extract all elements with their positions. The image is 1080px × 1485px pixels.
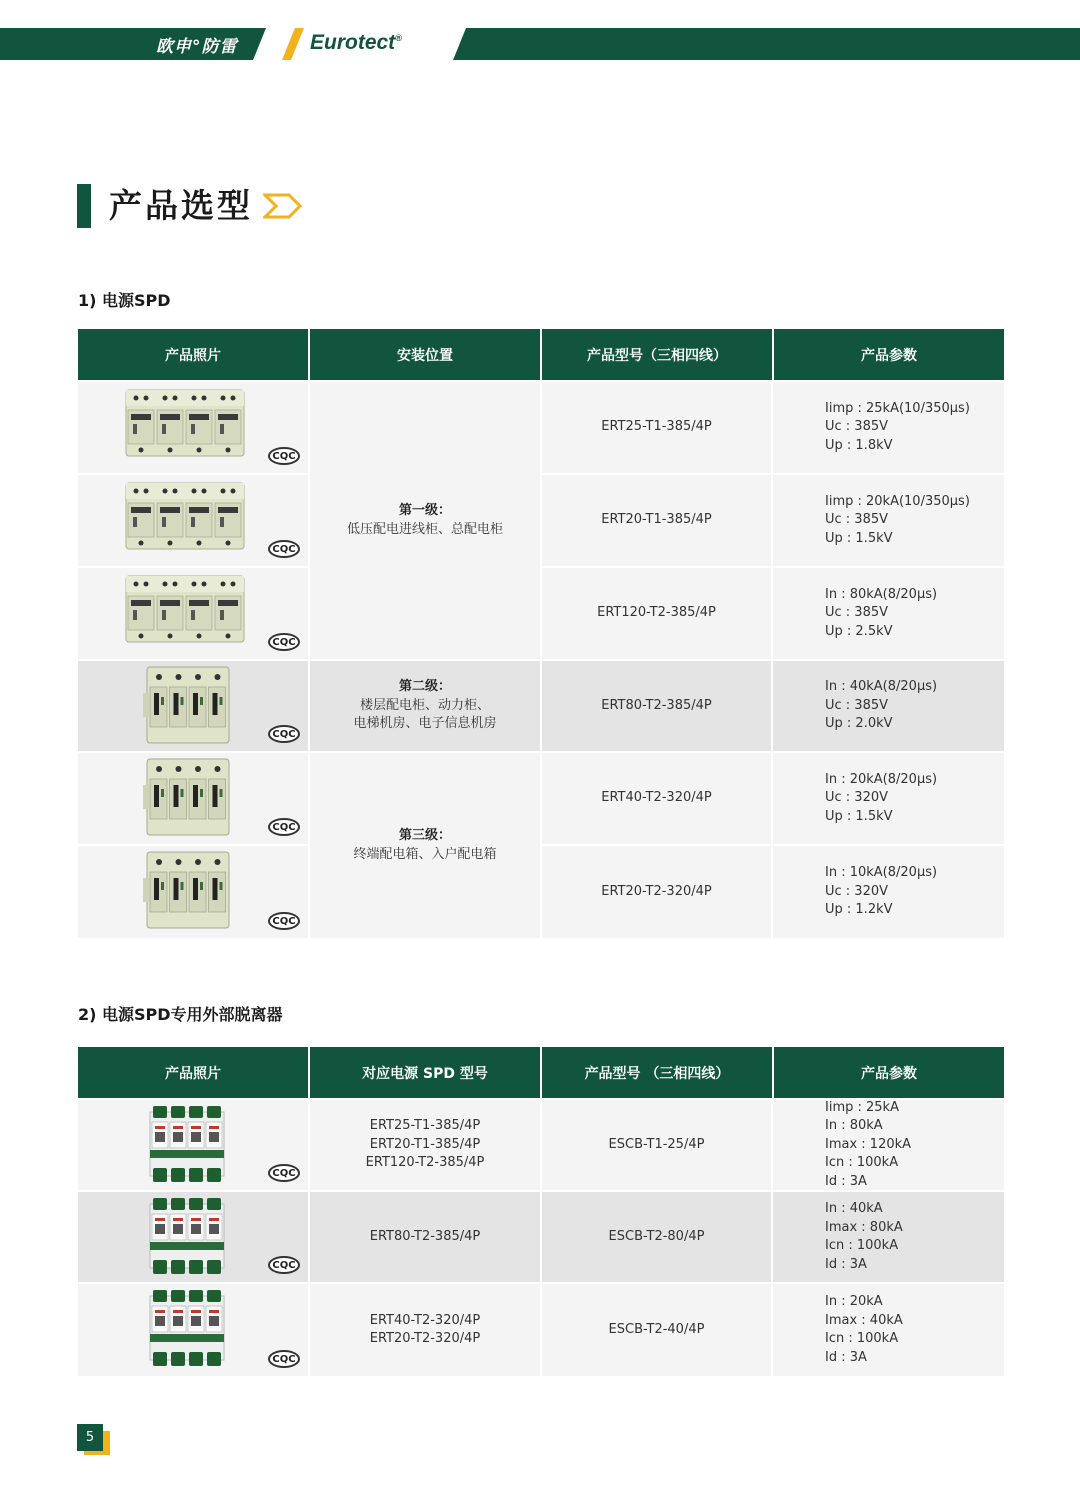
product-params-line: Id : 3A <box>825 1349 867 1365</box>
product-model <box>542 568 771 659</box>
matching-spd-models-line: ERT120-T2-385/4P <box>365 1155 485 1171</box>
page-number: 5 <box>77 1424 103 1451</box>
column-header: 产品型号（三相四线） <box>542 329 774 380</box>
product-params-line: Uc : 320V <box>825 883 889 899</box>
product-model <box>542 1284 771 1376</box>
product-params-line: Uc : 320V <box>825 790 889 806</box>
column-header: 安装位置 <box>310 329 542 380</box>
matching-spd-models <box>310 1284 540 1376</box>
product-params <box>773 475 1004 566</box>
matching-spd-models-line: ERT25-T1-385/4P <box>369 1118 481 1134</box>
header-bar <box>0 28 1080 60</box>
product-photo <box>141 755 233 843</box>
install-location-level3: 第三级： 终端配电箱、入户配电箱 <box>353 828 497 862</box>
product-photo <box>141 848 233 936</box>
product-params-line: Up : 1.8kV <box>825 437 893 453</box>
cqc-certification-mark: CQC <box>268 1256 300 1274</box>
product-params <box>773 1192 1004 1282</box>
product-photo <box>122 570 248 654</box>
install-location-level1: 第一级： 低压配电进线柜、总配电柜 <box>346 503 503 537</box>
product-photo <box>146 1196 230 1282</box>
product-model-line: ERT40-T2-320/4P <box>601 790 712 806</box>
cqc-certification-mark: CQC <box>268 725 300 743</box>
matching-spd-models-line: ERT20-T1-385/4P <box>369 1136 481 1152</box>
product-model <box>542 846 771 938</box>
product-model-line: ERT120-T2-385/4P <box>597 605 716 621</box>
product-params-line: Up : 2.5kV <box>825 623 893 639</box>
product-params <box>773 382 1004 473</box>
cqc-certification-mark: CQC <box>268 447 300 465</box>
matching-spd-models <box>310 1192 540 1282</box>
brand-en-logo: Eurotect® <box>310 31 402 54</box>
product-params-line: In : 20kA(8/20μs) <box>825 771 938 787</box>
product-params-line: Up : 1.2kV <box>825 902 893 918</box>
product-model <box>542 661 771 751</box>
product-params-line: Iimp : 20kA(10/350μs) <box>825 493 970 509</box>
product-model-line: ESCB-T1-25/4P <box>608 1136 705 1152</box>
column-header: 产品参数 <box>861 1065 917 1082</box>
cqc-certification-mark: CQC <box>268 912 300 930</box>
product-photo <box>141 663 233 751</box>
table-header <box>78 1047 1004 1098</box>
product-params <box>773 753 1004 844</box>
product-model-line: ESCB-T2-80/4P <box>608 1228 705 1244</box>
product-params <box>773 568 1004 659</box>
spd-selection-table <box>78 329 1004 938</box>
product-params-line: In : 80kA(8/20μs) <box>825 586 938 602</box>
product-photo <box>146 1104 230 1190</box>
product-photo <box>122 384 248 468</box>
product-params-line: Imax : 40kA <box>825 1312 903 1328</box>
table-header <box>78 329 1004 380</box>
matching-spd-models-line: ERT20-T2-320/4P <box>369 1331 481 1346</box>
column-header: 产品照片 <box>78 1047 310 1098</box>
product-model <box>542 1192 771 1282</box>
product-model <box>542 382 771 473</box>
product-params-line: Uc : 385V <box>825 605 889 621</box>
column-header: 产品型号 （三相四线） <box>542 1047 774 1098</box>
page-title: 产品选型 <box>109 186 253 225</box>
product-params <box>773 846 1004 938</box>
product-model <box>542 753 771 844</box>
product-model-line: ERT25-T1-385/4P <box>601 419 712 435</box>
product-photo <box>146 1288 230 1374</box>
product-photo <box>122 477 248 561</box>
cqc-certification-mark: CQC <box>268 818 300 836</box>
spd-disconnector-table <box>78 1047 1004 1376</box>
column-header: 对应电源 SPD 型号 <box>310 1047 542 1098</box>
product-params <box>773 1284 1004 1376</box>
product-params-line: Iimp : 25kA <box>825 1099 899 1115</box>
product-params-line: Up : 1.5kV <box>825 808 893 824</box>
product-model-line: ERT20-T1-385/4P <box>601 512 712 528</box>
matching-spd-models <box>310 1100 540 1190</box>
product-params <box>773 661 1004 751</box>
column-header: 产品参数 <box>861 347 917 364</box>
brand-cn-logo: 欧申°防雷 <box>156 37 238 57</box>
product-params-line: In : 20kA <box>825 1294 883 1309</box>
chevron-right-icon <box>263 192 303 220</box>
product-params-line: Up : 1.5kV <box>825 530 893 546</box>
product-model-line: ERT20-T2-320/4P <box>601 883 712 899</box>
product-params-line: In : 80kA <box>825 1118 883 1134</box>
product-params-line: In : 40kA(8/20μs) <box>825 679 938 695</box>
product-params-line: In : 40kA <box>825 1201 883 1216</box>
cqc-certification-mark: CQC <box>268 1164 300 1182</box>
product-params-line: Id : 3A <box>825 1173 867 1189</box>
cqc-certification-mark: CQC <box>268 633 300 651</box>
product-model-line: ERT80-T2-385/4P <box>601 697 712 713</box>
product-params-line: Uc : 385V <box>825 512 889 528</box>
table1-caption: 1) 电源SPD <box>78 291 171 310</box>
cqc-certification-mark: CQC <box>268 540 300 558</box>
product-params-line: Id : 3A <box>825 1256 867 1272</box>
install-location-level2: 第二级： 楼层配电柜、动力柜、 电梯机房、电子信息机房 <box>353 679 497 732</box>
cqc-certification-mark: CQC <box>268 1350 300 1368</box>
table2-caption: 2) 电源SPD专用外部脱离器 <box>78 1005 283 1024</box>
product-model-line: ESCB-T2-40/4P <box>608 1321 705 1337</box>
matching-spd-models-line: ERT80-T2-385/4P <box>369 1228 481 1244</box>
product-params-line: Icn : 100kA <box>825 1238 899 1253</box>
product-params-line: Icn : 100kA <box>825 1331 899 1346</box>
title-bar <box>77 184 91 228</box>
product-params-line: Up : 2.0kV <box>825 716 893 732</box>
product-params-line: Imax : 120kA <box>825 1136 912 1152</box>
product-params-line: Uc : 385V <box>825 697 889 713</box>
product-params <box>773 1100 1004 1190</box>
product-params-line: Icn : 100kA <box>825 1155 899 1171</box>
product-params-line: Uc : 385V <box>825 419 889 435</box>
product-model <box>542 1100 771 1190</box>
product-params-line: Imax : 80kA <box>825 1219 903 1235</box>
matching-spd-models-line: ERT40-T2-320/4P <box>369 1312 481 1328</box>
product-params-line: Iimp : 25kA(10/350μs) <box>825 400 970 416</box>
column-header: 产品照片 <box>78 329 310 380</box>
product-params-line: In : 10kA(8/20μs) <box>825 865 938 881</box>
product-model <box>542 475 771 566</box>
